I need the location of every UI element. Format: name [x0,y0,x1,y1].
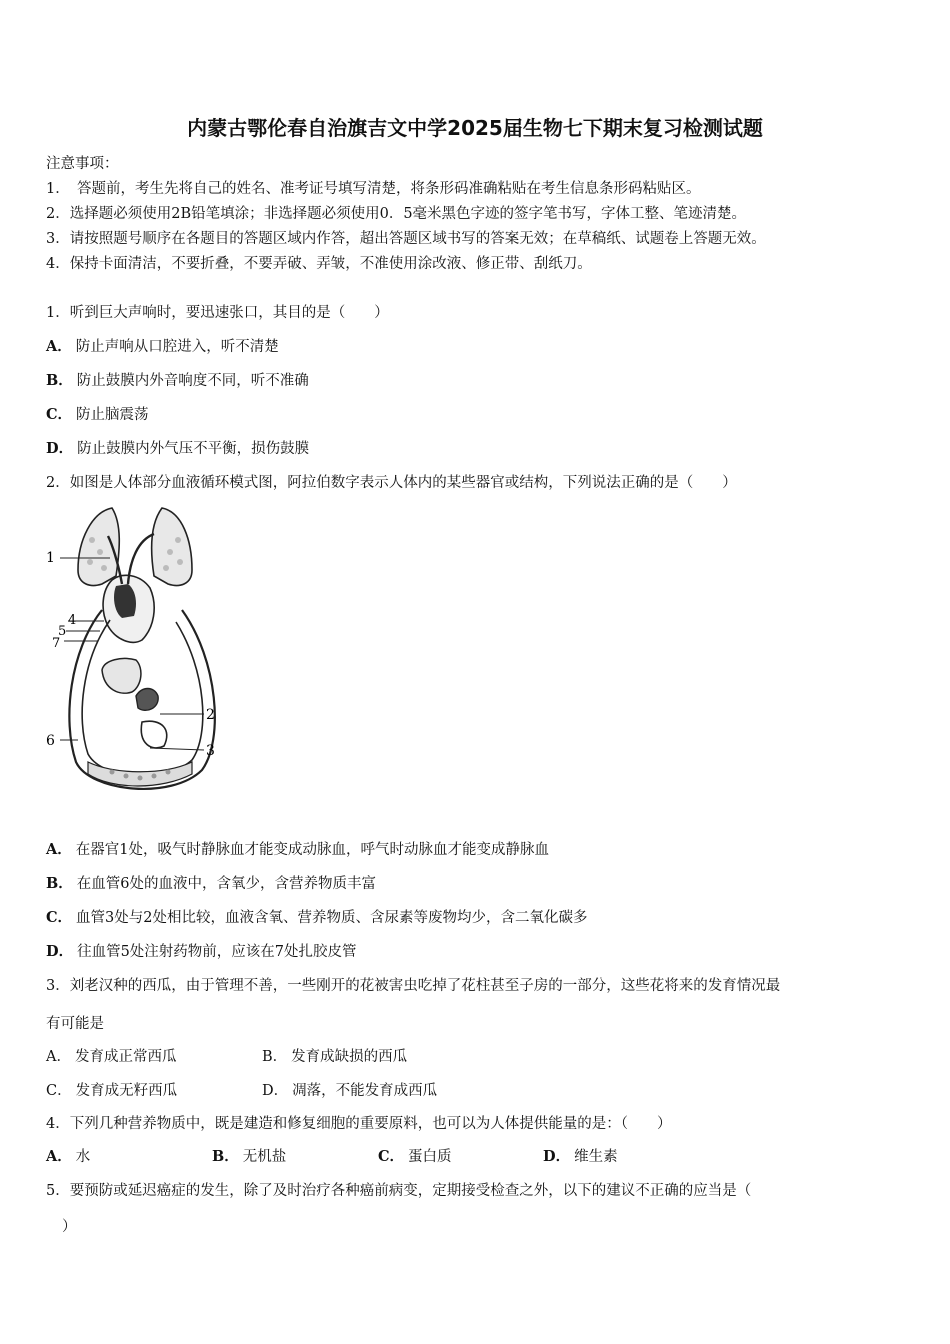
q3-option-b [262,1045,407,1066]
q3-option-a [46,1045,176,1066]
right-lung-shape [152,508,192,585]
option-text: 维生素 [574,1149,618,1165]
option-label: D． [543,1148,571,1165]
option-label: C． [46,1083,72,1099]
notice-item-3: 3．请按照题号顺序在各题目的答题区域内作答，超出答题区域书写的答案无效；在草稿纸、试题卷上答题无效。 [46,231,766,247]
q2-option-a [46,838,549,859]
figure-label-3: 3 [206,743,215,759]
page-title: 内蒙古鄂伦春自治旗吉文中学2025届生物七下期末复习检测试题 [187,116,763,140]
option-label: D． [262,1083,289,1099]
q5-stem-line1: 5．要预防或延迟癌症的发生，除了及时治疗各种癌前病变，定期接受检查之外，以下的建议不正确的应当是（ [46,1183,752,1199]
q1-option-b [46,369,309,390]
option-label: A． [46,338,72,355]
q3-stem-line1: 3．刘老汉种的西瓜，由于管理不善，一些刚开的花被害虫吃掉了花柱甚至子房的一部分，这些花将来的发育情况最 [46,978,781,994]
notice-item-4: 4．保持卡面清洁，不要折叠，不要弄破、弄皱，不准使用涂改液、修正带、刮纸刀。 [46,256,592,272]
option-text: 蛋白质 [408,1149,452,1165]
q3-stem-line2: 有可能是 [46,1016,104,1032]
q2-option-b [46,872,376,893]
q1-option-c [46,403,149,424]
option-label: D． [46,943,74,960]
q1-option-a [46,335,279,356]
leader-line-3 [150,748,204,750]
q4-option-b [212,1145,286,1166]
option-label: C． [378,1148,405,1165]
option-label: B． [46,875,73,892]
figure-label-6: 6 [46,733,55,749]
figure-label-1: 1 [46,550,55,566]
option-label: A． [46,841,72,858]
q2-option-c [46,906,588,927]
option-label: B． [46,372,73,389]
notice-item-2: 2．选择题必须使用2B铅笔填涂；非选择题必须使用0．5毫米黑色字迹的签字笔书写，字体工整、笔迹清楚。 [46,206,747,222]
option-text: 发育成正常西瓜 [74,1049,177,1065]
option-text: 防止声响从口腔进入，听不清楚 [75,339,279,355]
q3-option-c [46,1079,177,1100]
option-text: 血管3处与2处相比较，血液含氧、营养物质、含尿素等废物均少，含二氧化碳多 [76,910,588,926]
q3-option-d [262,1079,437,1100]
option-label: B． [262,1049,288,1065]
figure-label-7: 7 [52,636,61,651]
option-label: A． [46,1049,71,1065]
q4-option-a [46,1145,90,1166]
q1-stem: 1．听到巨大声响时，要迅速张口，其目的是（ ） [46,305,389,321]
option-text: 凋落，不能发育成西瓜 [292,1083,438,1099]
option-label: C． [46,909,73,926]
q4-option-c [378,1145,452,1166]
intestine-shape [136,689,158,711]
figure-label-4: 4 [68,613,77,628]
option-text: 往血管5处注射药物前，应该在7处扎胶皮管 [77,944,357,960]
blood-circulation-diagram [42,500,232,810]
option-text: 防止鼓膜内外气压不平衡，损伤鼓膜 [77,441,310,457]
figure-label-2: 2 [206,707,215,723]
liver-shape [102,658,141,693]
option-text: 发育成无籽西瓜 [75,1083,178,1099]
q4-stem: 4．下列几种营养物质中，既是建造和修复细胞的重要原料，也可以为人体提供能量的是：（ ） [46,1116,672,1132]
option-text: 在器官1处，吸气时静脉血才能变成动脉血，呼气时动脉血才能变成静脉血 [75,842,549,858]
q4-option-d [543,1145,618,1166]
q5-stem-line2: ） [62,1219,77,1235]
q2-stem: 2．如图是人体部分血液循环模式图，阿拉伯数字表示人体内的某些器官或结构，下列说法正确的是（ ） [46,475,737,491]
option-text: 无机盐 [242,1149,287,1165]
option-text: 在血管6处的血液中，含氧少，含营养物质丰富 [76,876,376,892]
option-label: C． [46,406,73,423]
notice-heading: 注意事项： [46,156,119,172]
intestine-loop [141,721,166,748]
notice-item-1: 1． 答题前，考生先将自己的姓名、准考证号填写清楚，将条形码准确粘贴在考生信息条形码粘贴区。 [46,181,701,197]
option-text: 防止鼓膜内外音响度不同，听不准确 [76,373,309,389]
option-text: 发育成缺损的西瓜 [291,1049,408,1065]
option-text: 水 [75,1149,91,1165]
option-label: D． [46,440,74,457]
option-text: 防止脑震荡 [76,407,149,423]
option-label: B． [212,1148,239,1165]
q1-option-d [46,437,309,458]
q2-option-d [46,940,357,961]
option-label: A． [46,1148,72,1165]
figure-label-5: 5 [58,624,67,639]
